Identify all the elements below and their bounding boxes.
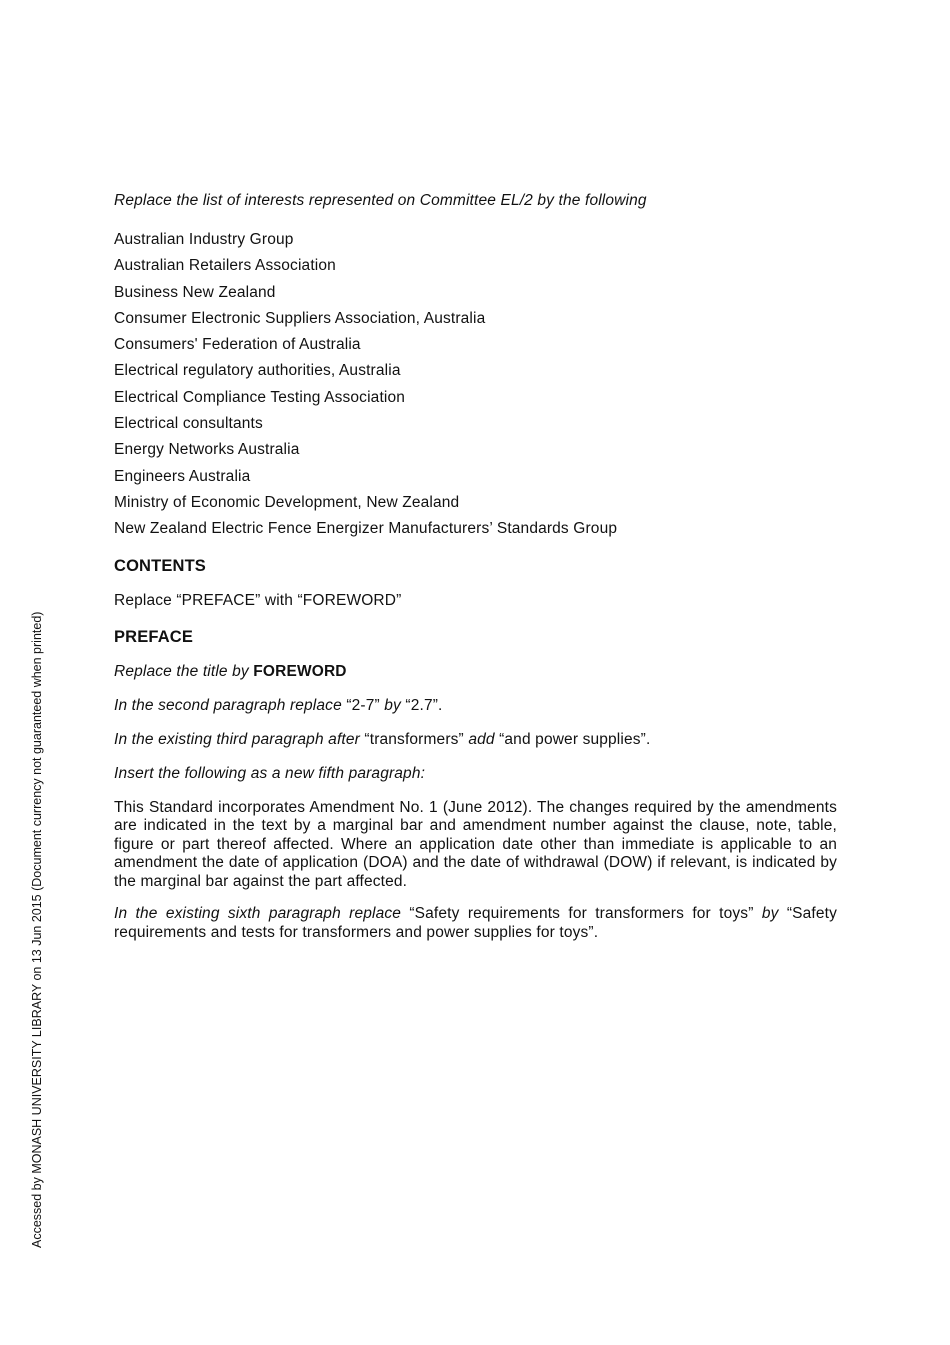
list-item: Engineers Australia: [114, 467, 251, 485]
second-paragraph-instruction: [114, 695, 837, 717]
access-watermark: Accessed by MONASH UNIVERSITY LIBRARY on 13 Jun 2015 (Document currency not guaranteed when printed): [30, 611, 44, 1248]
list-item: New Zealand Electric Fence Energizer Manufacturers’ Standards Group: [114, 520, 618, 538]
fifth-paragraph-text: This Standard incorporates Amendment No. 1 (June 2012). The changes required by the amendments are indicated in the text by a marginal bar and amendment number against the clause, note, table, figure or part thereof affected. Where an application date other than immediate is applicable to an amendment the date of application (DOA) and the date of withdrawal (DOW) if relevant, is indicated by the marginal bar against the part affected.: [114, 798, 837, 890]
contents-heading: CONTENTS: [114, 556, 206, 575]
sixth-para-new-value: “Safety requirements and tests for transformers and power supplies for toys”.: [114, 905, 837, 941]
page-content: [114, 190, 837, 942]
third-para-add: add: [468, 730, 495, 748]
third-para-after-value: “transformers”: [364, 730, 464, 748]
preface-heading: PREFACE: [114, 627, 193, 646]
list-item: Electrical consultants: [114, 415, 263, 433]
list-item: Electrical Compliance Testing Association: [114, 388, 406, 406]
third-para-instruction-text: In the existing third paragraph after: [114, 730, 360, 748]
contents-instruction: Replace “PREFACE” with “FOREWORD”: [114, 591, 402, 609]
committee-intro: Replace the list of interests represented on Committee EL/2 by the following: [114, 192, 647, 209]
sixth-paragraph-instruction: [114, 905, 837, 942]
third-paragraph-instruction: [114, 729, 837, 751]
title-instruction-text: Replace the title by: [114, 662, 249, 680]
second-para-instruction-text: In the second paragraph replace: [114, 696, 342, 714]
fifth-paragraph-instruction: Insert the following as a new fifth paragraph:: [114, 764, 426, 782]
title-instruction: [114, 661, 837, 683]
list-item: Australian Industry Group: [114, 231, 294, 248]
third-para-new-value: “and power supplies”.: [499, 730, 651, 748]
list-item: Consumer Electronic Suppliers Association, Australia: [114, 309, 486, 327]
list-item: Energy Networks Australia: [114, 441, 300, 459]
new-title: FOREWORD: [253, 662, 347, 680]
sixth-para-by: by: [761, 905, 779, 923]
list-item: Ministry of Economic Development, New Zealand: [114, 493, 460, 511]
list-item: Consumers' Federation of Australia: [114, 336, 361, 354]
second-para-new-value: “2.7”.: [405, 696, 443, 714]
sixth-para-old-value: “Safety requirements for transformers for toys”: [409, 905, 754, 923]
list-item: Business New Zealand: [114, 283, 276, 301]
interests-list: [114, 227, 837, 543]
list-item: Australian Retailers Association: [114, 257, 336, 275]
second-para-old-value: “2-7”: [346, 696, 380, 714]
second-para-by: by: [384, 696, 401, 714]
list-item: Electrical regulatory authorities, Australia: [114, 362, 401, 380]
sixth-para-instruction-text: In the existing sixth paragraph replace: [114, 905, 402, 923]
